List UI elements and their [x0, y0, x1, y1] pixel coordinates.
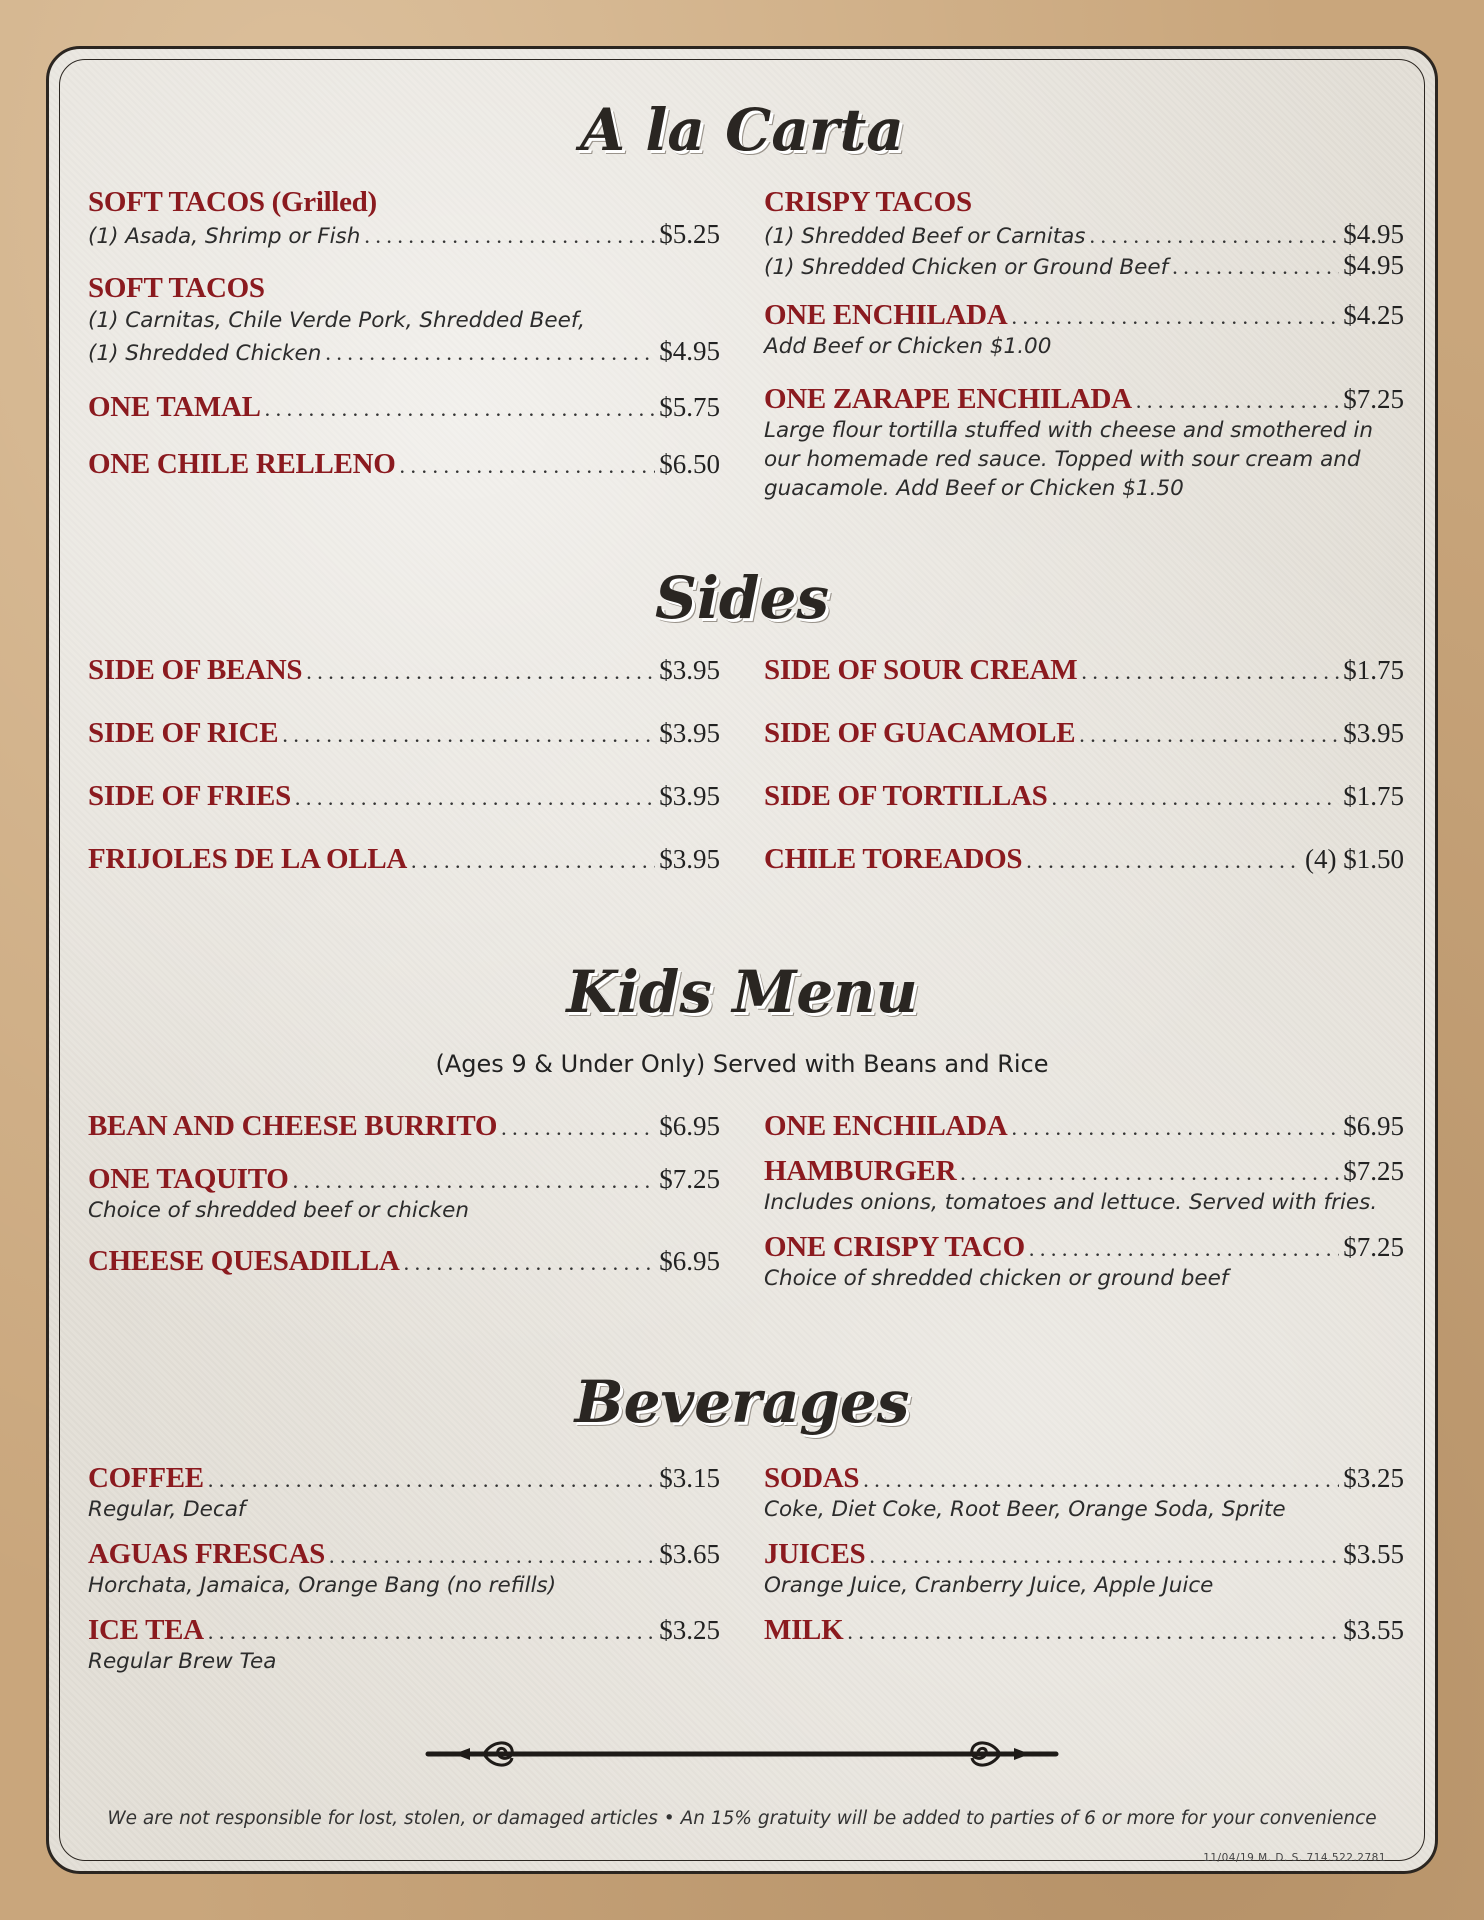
item-price: $3.55: [1343, 1539, 1404, 1569]
item-price: $6.50: [659, 449, 720, 479]
item-price-line: [764, 250, 1404, 281]
dot-leader: [1136, 388, 1339, 414]
item-price: $3.95: [1343, 718, 1404, 748]
dot-leader: [404, 1250, 656, 1276]
menu-item: [88, 272, 720, 367]
footer-notice: We are not responsible for lost, stolen, or damaged articles • An 15% gratuity will be added to parties of 6 or more for your convenience: [107, 1808, 1377, 1829]
item-price: $7.25: [1343, 384, 1404, 414]
menu-item: [88, 1245, 720, 1278]
item-price: $3.25: [659, 1615, 720, 1645]
item-name: ONE CRISPY TACO: [764, 1231, 1025, 1263]
menu-item: [88, 780, 720, 843]
menu-item: [88, 448, 720, 481]
item-description: Add Beef or Chicken $1.00: [764, 334, 1052, 359]
beverages-left-column: [88, 1462, 720, 1676]
item-price: $4.95: [1343, 250, 1404, 280]
item-price: $5.25: [659, 219, 720, 249]
dot-leader: [295, 785, 655, 811]
item-price: $6.95: [659, 1246, 720, 1276]
dot-leader: [293, 1168, 656, 1194]
menu-item: [764, 383, 1404, 503]
item-option: (1) Shredded Beef or Carnitas: [764, 224, 1086, 249]
item-name: CHILE TOREADOS: [764, 843, 1023, 875]
item-name: SIDE OF RICE: [88, 717, 279, 749]
item-name: AGUAS FRESCAS: [88, 1538, 326, 1570]
dot-leader: [208, 1467, 655, 1493]
item-name: SIDE OF GUACAMOLE: [764, 717, 1076, 749]
dot-leader: [847, 1619, 1339, 1645]
item-name: COFFEE: [88, 1462, 204, 1494]
item-price: $3.15: [659, 1463, 720, 1493]
item-price: (4) $1.50: [1305, 844, 1404, 874]
item-name: FRIJOLES DE LA OLLA: [88, 843, 408, 875]
scroll-divider-icon: [424, 1736, 1060, 1772]
item-price: $7.25: [1343, 1232, 1404, 1262]
item-name: ONE TAQUITO: [88, 1163, 289, 1195]
dot-leader: [1051, 785, 1339, 811]
item-name: CRISPY TACOS: [764, 186, 972, 218]
item-description: Large flour tortilla stuffed with cheese and smothered in our homemade red sauce. Topped with sour cream and guacamole. Add Beef or Chicken $1.50: [764, 418, 1373, 501]
sides-left-column: [88, 654, 720, 906]
menu-item: [764, 1538, 1404, 1600]
menu-item: [764, 654, 1404, 717]
item-name: ONE TAMAL: [88, 391, 261, 423]
dot-leader: [1079, 722, 1339, 748]
item-name: SIDE OF SOUR CREAM: [764, 654, 1078, 686]
item-price: $4.95: [659, 336, 720, 366]
menu-item: [88, 1538, 720, 1600]
beverages-right-column: [764, 1462, 1404, 1647]
menu-item: [764, 1155, 1404, 1217]
menu-item: [764, 1462, 1404, 1524]
dot-leader: [863, 1467, 1339, 1493]
dot-leader: [960, 1160, 1339, 1186]
dot-leader: [1081, 659, 1339, 685]
dot-leader: [501, 1115, 655, 1141]
menu-item: [764, 1614, 1404, 1647]
item-price: $4.95: [1343, 219, 1404, 249]
dot-leader: [1011, 304, 1339, 330]
menu-item: [764, 780, 1404, 843]
menu-item: [88, 1462, 720, 1524]
item-name: JUICES: [764, 1538, 866, 1570]
menu-item: [88, 1614, 720, 1676]
menu-item: [764, 717, 1404, 780]
menu-item: [88, 717, 720, 780]
kids-menu-subtitle: (Ages 9 & Under Only) Served with Beans and Rice: [435, 1050, 1049, 1078]
menu-item: [764, 1231, 1404, 1293]
menu-item: [764, 299, 1404, 361]
item-name: ONE ENCHILADA: [764, 1110, 1008, 1142]
section-title-kids-menu: Kids Menu: [566, 958, 918, 1026]
menu-item: [88, 186, 720, 250]
item-name: SIDE OF TORTILLAS: [764, 780, 1048, 812]
item-price: $3.95: [659, 718, 720, 748]
item-name: ICE TEA: [88, 1614, 204, 1646]
item-name: CHEESE QUESADILLA: [88, 1245, 400, 1277]
dot-leader: [400, 453, 656, 479]
dot-leader: [364, 223, 655, 249]
section-title-beverages: Beverages: [574, 1368, 910, 1436]
dot-leader: [1029, 1236, 1339, 1262]
item-price: $7.25: [659, 1164, 720, 1194]
item-description: Horchata, Jamaica, Orange Bang (no refills): [88, 1573, 557, 1598]
section-title-sides: Sides: [654, 564, 830, 632]
item-name: SOFT TACOS (Grilled): [88, 186, 377, 218]
item-description: Regular Brew Tea: [88, 1649, 277, 1674]
item-price: $1.75: [1343, 655, 1404, 685]
sides-right-column: [764, 654, 1404, 906]
item-price: $3.55: [1343, 1615, 1404, 1645]
menu-item: [764, 843, 1404, 906]
item-price-line: [88, 219, 720, 250]
dot-leader: [208, 1619, 655, 1645]
item-name: SODAS: [764, 1462, 860, 1494]
menu-item: [88, 391, 720, 424]
item-description: Coke, Diet Coke, Root Beer, Orange Soda, Sprite: [764, 1497, 1286, 1522]
item-option: (1) Shredded Chicken: [88, 341, 322, 366]
item-option: (1) Carnitas, Chile Verde Pork, Shredded Beef,: [88, 308, 585, 333]
menu-item: [88, 1163, 720, 1225]
item-name: ONE ZARAPE ENCHILADA: [764, 383, 1132, 415]
item-price-line: [88, 336, 720, 367]
item-price-line: [764, 219, 1404, 250]
dot-leader: [411, 848, 655, 874]
print-code: 11/04/19 M. D. S. 714.522.2781: [1203, 1852, 1386, 1864]
dot-leader: [329, 1543, 655, 1569]
dot-leader: [1011, 1115, 1339, 1141]
item-price: $1.75: [1343, 781, 1404, 811]
item-price: $3.95: [659, 844, 720, 874]
a-la-carta-right-column: [764, 186, 1404, 503]
item-name: SOFT TACOS: [88, 272, 265, 304]
dot-leader: [325, 340, 655, 366]
dot-leader: [869, 1543, 1339, 1569]
item-price: $3.65: [659, 1539, 720, 1569]
menu-item: [88, 1110, 720, 1143]
item-price: $7.25: [1343, 1156, 1404, 1186]
item-price: $6.95: [659, 1111, 720, 1141]
item-option: (1) Asada, Shrimp or Fish: [88, 224, 361, 249]
item-name: SIDE OF FRIES: [88, 780, 291, 812]
item-option: (1) Shredded Chicken or Ground Beef: [764, 255, 1169, 280]
item-price: $3.95: [659, 781, 720, 811]
kids-left-column: [88, 1110, 720, 1278]
menu-item: [764, 1110, 1404, 1143]
dot-leader: [306, 659, 655, 685]
item-description: Includes onions, tomatoes and lettuce. Served with fries.: [764, 1190, 1378, 1215]
section-title-a-la-carta: A la Carta: [580, 96, 904, 164]
dot-leader: [1172, 254, 1339, 280]
dot-leader: [265, 396, 656, 422]
item-price: $3.25: [1343, 1463, 1404, 1493]
item-name: HAMBURGER: [764, 1155, 957, 1187]
item-description: Choice of shredded beef or chicken: [88, 1198, 469, 1223]
menu-item: [88, 654, 720, 717]
menu-item: [88, 843, 720, 906]
a-la-carta-left-column: [88, 186, 720, 481]
item-name: MILK: [764, 1614, 844, 1646]
item-name: BEAN AND CHEESE BURRITO: [88, 1110, 498, 1142]
item-description: Regular, Decaf: [88, 1497, 246, 1522]
item-name: ONE CHILE RELLENO: [88, 448, 396, 480]
kids-right-column: [764, 1110, 1404, 1293]
item-price: $6.95: [1343, 1111, 1404, 1141]
dot-leader: [1090, 223, 1340, 249]
dot-leader: [282, 722, 655, 748]
item-description: Orange Juice, Cranberry Juice, Apple Juice: [764, 1573, 1214, 1598]
menu-item: [764, 186, 1404, 281]
item-description: Choice of shredded chicken or ground beef: [764, 1266, 1229, 1291]
item-price: $3.95: [659, 655, 720, 685]
item-name: SIDE OF BEANS: [88, 654, 303, 686]
dot-leader: [1026, 848, 1301, 874]
item-price: $5.75: [659, 392, 720, 422]
item-name: ONE ENCHILADA: [764, 299, 1008, 331]
item-price: $4.25: [1343, 300, 1404, 330]
